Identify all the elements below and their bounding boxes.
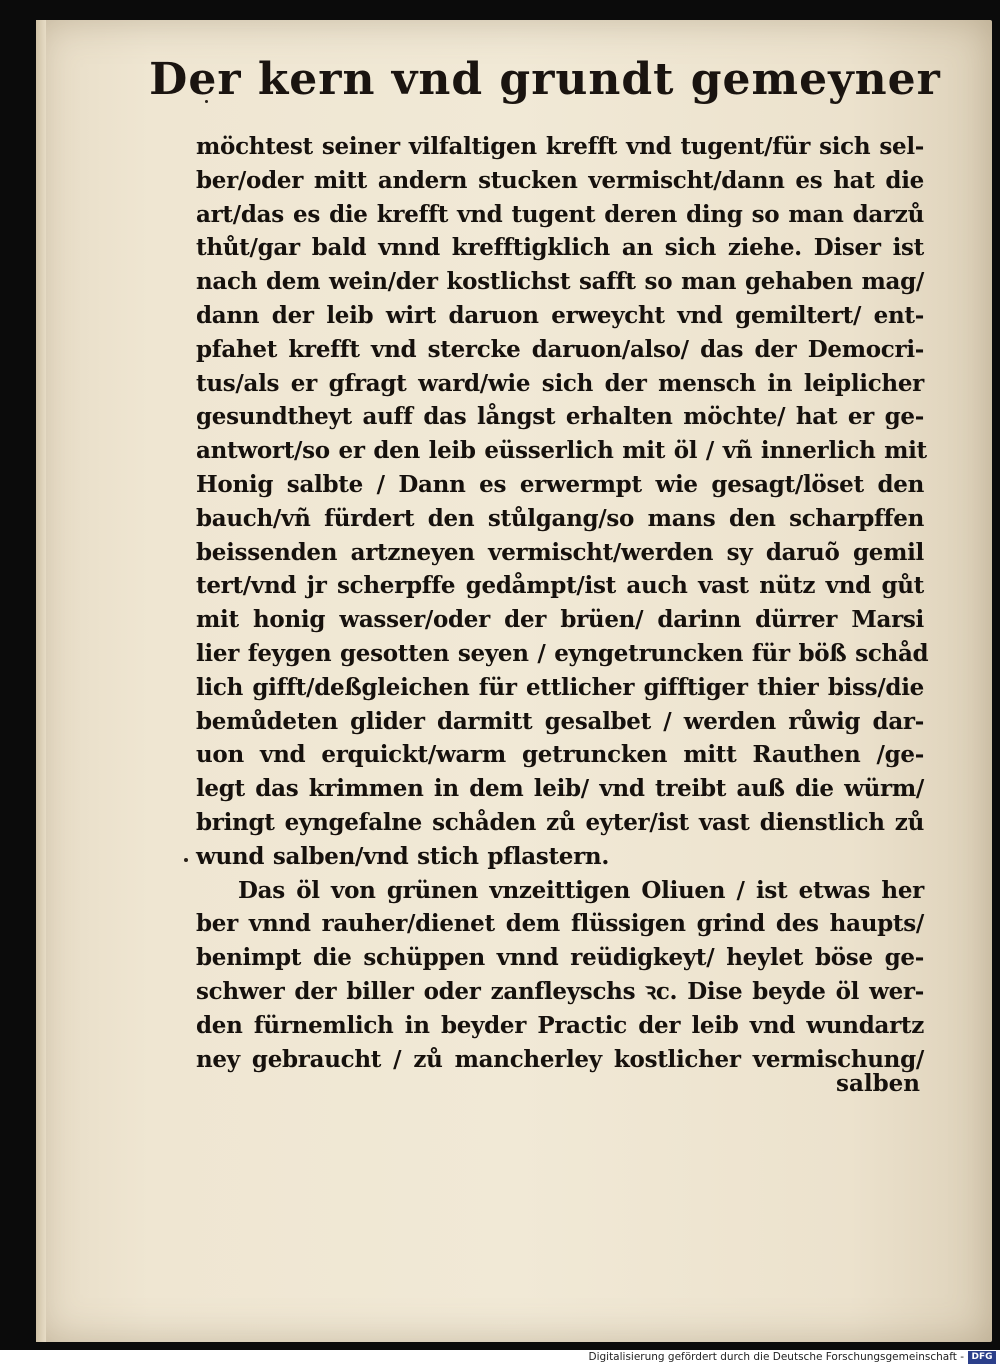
body-text: [196, 130, 929, 1076]
running-title: Der kern vnd grundt gemeyner: [149, 54, 941, 105]
text-line: benimpt die schüppen vnnd reüdigkeyt/ heylet böse ge-: [196, 944, 924, 972]
catchword: salben: [836, 1070, 921, 1097]
text-line: den fürnemlich in beyder Practic der leib vnd wundartz: [196, 1011, 924, 1039]
footer-bar: [0, 1350, 1000, 1366]
text-line: möchtest seiner vilfaltigen krefft vnd tugent/für sich sel-: [196, 133, 924, 160]
text-line: antwort/so er den leib eüsserlich mit öl / vñ innerlich mit: [196, 437, 927, 465]
text-line: art/das es die krefft vnd tugent deren ding so man darzů: [196, 200, 924, 228]
text-line: pfahet krefft vnd stercke daruon/also/ das der Democri-: [196, 335, 924, 363]
text-line: thůt/gar bald vnnd krefftigklich an sich ziehe. Diser ist: [196, 234, 924, 262]
text-line: wund salben/vnd stich pflastern.: [196, 842, 610, 870]
text-line: ber vnnd rauher/dienet dem flüssigen grind des haupts/: [196, 910, 924, 938]
text-line: uon vnd erquickt/warm getruncken mitt Rauthen /ge-: [196, 741, 924, 769]
text-line: Honig salbte / Dann es erwermpt wie gesagt/löset den: [196, 470, 924, 498]
text-line: dann der leib wirt daruon erweycht vnd gemiltert/ ent-: [196, 301, 924, 329]
page-gutter-edge: [36, 20, 46, 1342]
dfg-logo: DFG: [968, 1351, 996, 1364]
text-line: tus/als er gfragt ward/wie sich der mensch in leiplicher: [196, 369, 924, 397]
text-line: bauch/vñ fürdert den stůlgang/so mans den scharpffen: [196, 504, 924, 532]
text-line: nach dem wein/der kostlichst safft so man gehaben mag/: [196, 268, 924, 296]
paragraph-start-line: Das öl von grünen vnzeittigen Oliuen / ist etwas her: [238, 876, 924, 904]
text-line: mit honig wasser/oder der brüen/ darinn dürrer Marsi: [196, 606, 924, 634]
margin-mark: [184, 858, 188, 862]
text-line: tert/vnd jr scherpffe gedåmpt/ist auch vast nütz vnd gůt: [196, 572, 924, 600]
text-line: gesundtheyt auff das långst erhalten möchte/ hat er ge-: [196, 403, 924, 431]
text-line: ney gebraucht / zů mancherley kostlicher vermischung/: [196, 1045, 924, 1073]
funding-credit: Digitalisierung gefördert durch die Deutsche Forschungsgemeinschaft -: [588, 1351, 964, 1363]
text-line: beissenden artzneyen vermischt/werden sy daruõ gemil: [196, 538, 924, 566]
text-line: lier feygen gesotten seyen / eyngetruncken für böß schåd: [196, 639, 929, 667]
text-line: ber/oder mitt andern stucken vermischt/dann es hat die: [196, 166, 924, 194]
text-line: schwer der biller oder zanfleyschs ꝛc. Dise beyde öl wer-: [196, 977, 924, 1005]
text-line: bringt eyngefalne schåden zů eyter/ist vast dienstlich zů: [196, 808, 924, 836]
text-line: lich gifft/deßgleichen für ettlicher gifftiger thier biss/die: [196, 673, 924, 701]
text-line: legt das krimmen in dem leib/ vnd treibt auß die würm/: [196, 775, 924, 803]
text-line: bemůdeten glider darmitt gesalbet / werden růwig dar-: [196, 707, 924, 735]
